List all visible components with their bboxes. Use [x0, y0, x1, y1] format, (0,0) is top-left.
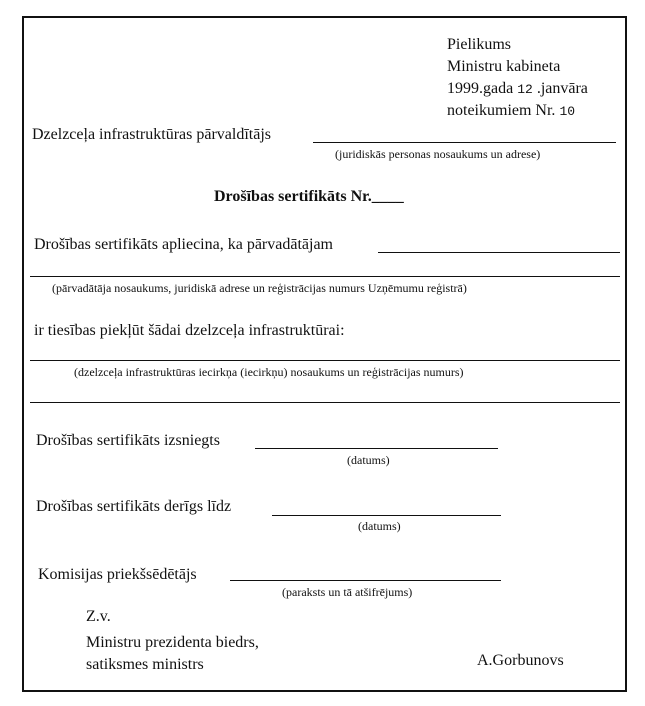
- header-regulation-prefix: noteikumiem Nr.: [447, 102, 556, 119]
- header-line-1: Pielikums: [447, 36, 512, 53]
- valid-date-line[interactable]: [272, 515, 501, 516]
- signer-position-line-2: satiksmes ministrs: [86, 656, 204, 673]
- header-regulation-number: 10: [559, 104, 576, 119]
- header-date-suffix: .janvāra: [536, 80, 588, 97]
- chair-caption: (paraksts un tā atšifrējums): [282, 585, 413, 599]
- header-date-prefix: 1999.gada: [447, 80, 514, 97]
- carrier-caption: (pārvadātāja nosaukums, juridiskā adrese un reģistrācijas numurs Uzņēmumu reģistrā): [52, 281, 467, 295]
- signer-position-line-1: Ministru prezidenta biedrs,: [86, 634, 259, 651]
- access-input-line-2[interactable]: [30, 402, 620, 403]
- chair-signature-line[interactable]: [230, 580, 501, 581]
- chair-label: Komisijas priekšsēdētājs: [38, 566, 197, 583]
- header-date-day: 12: [517, 82, 533, 97]
- carrier-input-line-1[interactable]: [378, 252, 620, 253]
- header-line-2: Ministru kabineta: [447, 58, 561, 75]
- access-input-line-1[interactable]: [30, 360, 620, 361]
- carrier-input-line-2[interactable]: [30, 276, 620, 277]
- valid-caption: (datums): [358, 519, 401, 533]
- operator-caption: (juridiskās personas nosaukums un adrese): [335, 147, 541, 161]
- header-line-4: [447, 102, 575, 120]
- header-line-3: [447, 80, 588, 98]
- valid-label: Drošības sertifikāts derīgs līdz: [36, 498, 232, 515]
- operator-input-line[interactable]: [313, 142, 616, 143]
- access-caption: (dzelzceļa infrastruktūras iecirkņa (iecirkņu) nosaukums un reģistrācijas numurs): [74, 365, 464, 379]
- issued-caption: (datums): [347, 453, 390, 467]
- carrier-label: Drošības sertifikāts apliecina, ka pārvadātājam: [34, 236, 333, 253]
- issued-date-line[interactable]: [255, 448, 498, 449]
- stamp-mark: Z.v.: [86, 608, 111, 625]
- signer-name: A.Gorbunovs: [477, 652, 564, 669]
- certificate-title: Drošības sertifikāts Nr.____: [214, 188, 404, 205]
- issued-label: Drošības sertifikāts izsniegts: [36, 432, 220, 449]
- access-label: ir tiesības piekļūt šādai dzelzceļa infrastruktūrai:: [34, 322, 345, 339]
- operator-label: Dzelzceļa infrastruktūras pārvaldītājs: [32, 126, 271, 143]
